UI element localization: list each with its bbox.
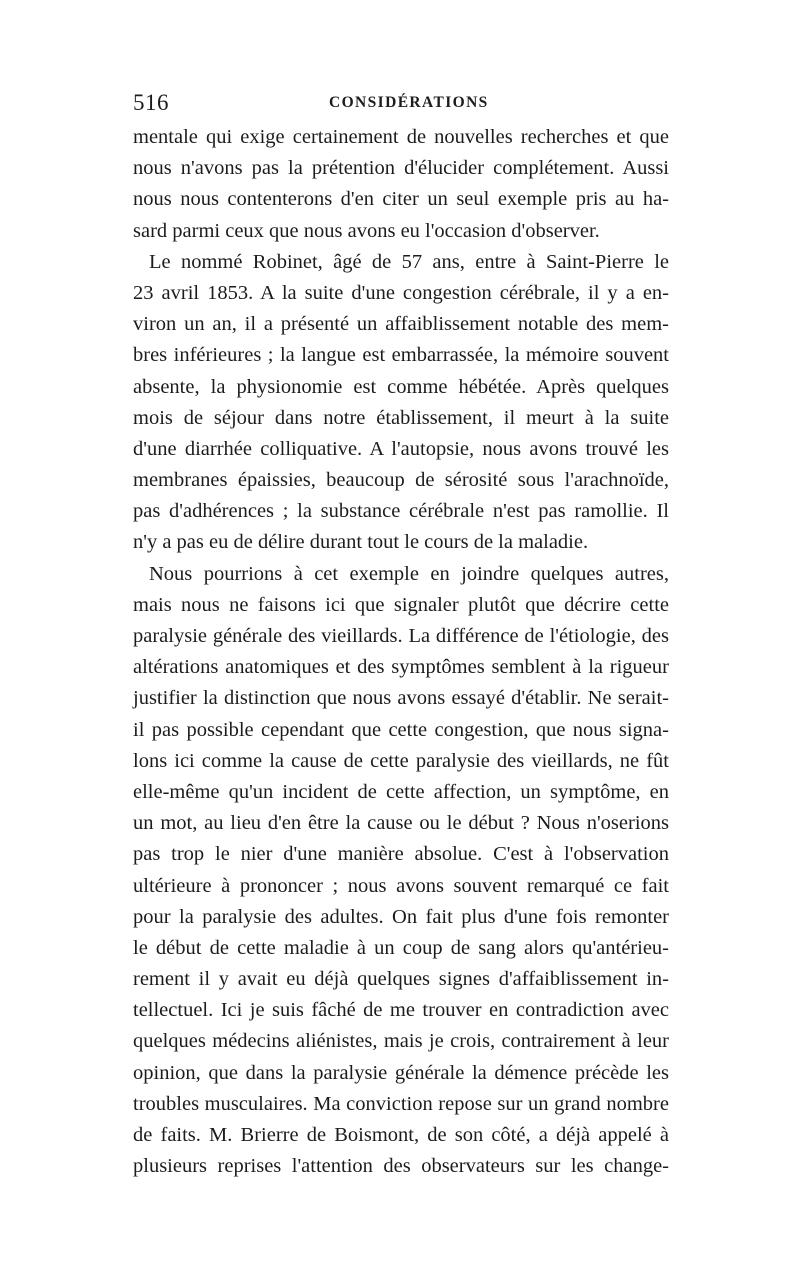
- text-line: sard parmi ceux que nous avons eu l'occasion d'observer.: [133, 219, 600, 242]
- text-line: mentale qui exige certainement de nouvelles recherches et que: [133, 126, 669, 148]
- text-line: nous n'avons pas la prétention d'élucider complétement. Aussi: [133, 157, 669, 180]
- text-line: paralysie générale des vieillards. La différence de l'étiologie, des: [133, 625, 669, 647]
- text-line: quelques médecins aliénistes, mais je crois, contrairement à leur: [133, 1030, 669, 1053]
- text-line: le début de cette maladie à un coup de sang alors qu'antérieu-: [133, 936, 669, 959]
- text-line: il pas possible cependant que cette congestion, que nous signa-: [133, 718, 669, 741]
- text-line: elle-même qu'un incident de cette affection, un symptôme, en: [133, 780, 669, 803]
- text-line: pas trop le nier d'une manière absolue. C'est à l'observation: [133, 843, 669, 866]
- text-line: 23 avril 1853. A la suite d'une congestion cérébrale, il y a en-: [133, 281, 669, 304]
- text-line: de faits. M. Brierre de Boismont, de son côté, a déjà appelé à: [133, 1124, 669, 1146]
- text-line: Le nommé Robinet, âgé de 57 ans, entre à Saint-Pierre le: [149, 250, 669, 273]
- text-line: troubles musculaires. Ma conviction repose sur un grand nombre: [133, 1092, 669, 1115]
- text-line: Nous pourrions à cet exemple en joindre quelques autres,: [149, 562, 669, 585]
- text-line: mois de séjour dans notre établissement, il meurt à la suite: [133, 406, 669, 429]
- text-line: rement il y avait eu déjà quelques signes d'affaiblissement in-: [133, 968, 669, 991]
- running-title: CONSIDÉRATIONS: [329, 94, 489, 111]
- text-line: un mot, au lieu d'en être la cause ou le début ? Nous n'oserions: [133, 812, 669, 835]
- text-line: absente, la physionomie est comme hébétée. Après quelques: [133, 375, 669, 398]
- text-line: plusieurs reprises l'attention des observateurs sur les change-: [133, 1155, 669, 1178]
- text-line: ultérieure à prononcer ; nous avons souvent remarqué ce fait: [133, 874, 669, 897]
- text-line: membranes épaissies, beaucoup de sérosité sous l'arachnoïde,: [133, 469, 669, 492]
- text-line: d'une diarrhée colliquative. A l'autopsie, nous avons trouvé les: [133, 437, 669, 460]
- text-line: viron un an, il a présenté un affaiblissement notable des mem-: [133, 313, 669, 336]
- text-line: pas d'adhérences ; la substance cérébrale n'est pas ramollie. Il: [133, 500, 669, 523]
- text-line: n'y a pas eu de délire durant tout le cours de la maladie.: [133, 531, 589, 554]
- page-number: 516: [133, 90, 169, 115]
- text-line: tellectuel. Ici je suis fâché de me trouver en contradiction avec: [133, 999, 669, 1022]
- text-line: pour la paralysie des adultes. On fait plus d'une fois remonter: [133, 905, 669, 928]
- text-line: lons ici comme la cause de cette paralysie des vieillards, ne fût: [133, 749, 669, 772]
- text-line: bres inférieures ; la langue est embarrassée, la mémoire souvent: [133, 344, 669, 367]
- text-line: altérations anatomiques et des symptômes semblent à la rigueur: [133, 656, 669, 679]
- text-line: nous nous contenterons d'en citer un seul exemple pris au ha-: [133, 188, 669, 211]
- body-text: [133, 122, 669, 1182]
- running-head: [133, 90, 668, 120]
- text-line: justifier la distinction que nous avons essayé d'établir. Ne serait-: [133, 687, 669, 710]
- text-line: opinion, que dans la paralysie générale la démence précède les: [133, 1061, 669, 1084]
- text-line: mais nous ne faisons ici que signaler plutôt que décrire cette: [133, 593, 669, 616]
